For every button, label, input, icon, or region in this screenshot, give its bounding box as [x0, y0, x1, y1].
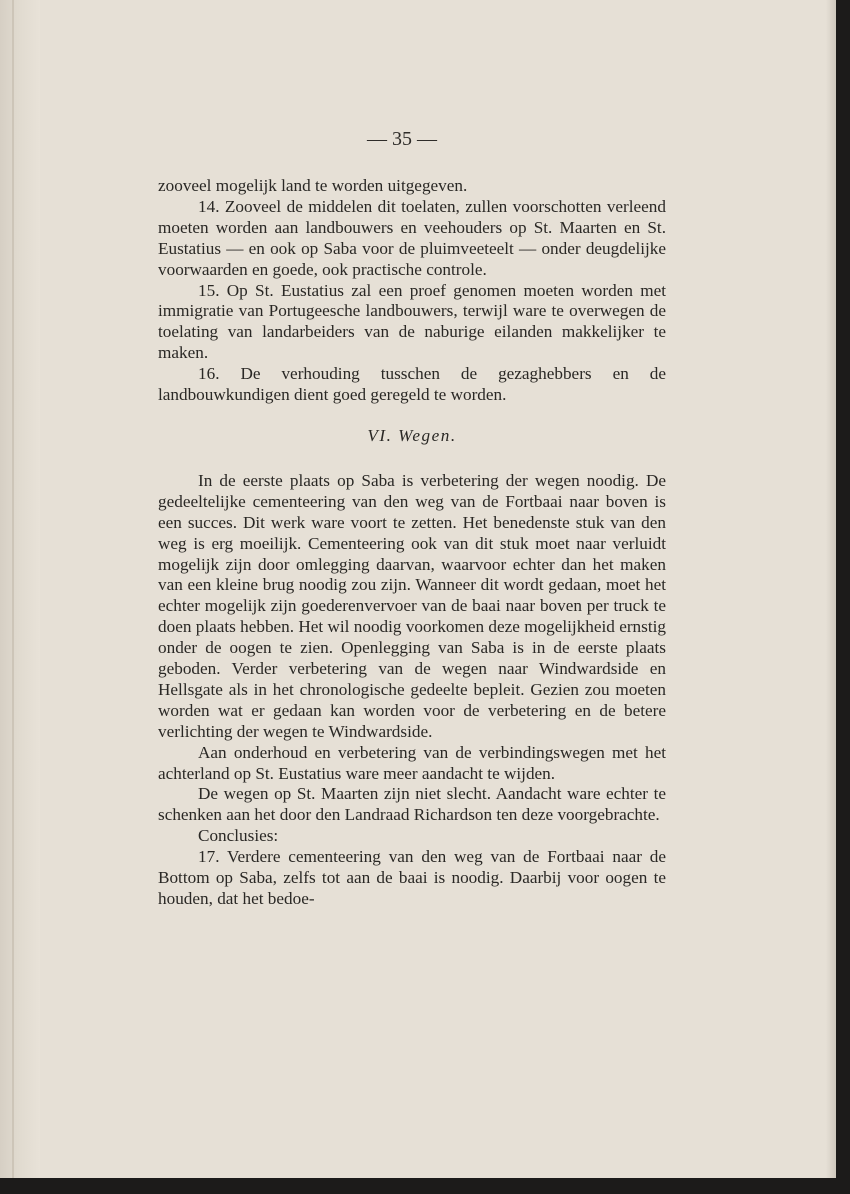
- paragraph-roads-maarten: De wegen op St. Maarten zijn niet slecht. Aandacht ware echter te schenken aan het door den Landraad Richardson ten deze voorgebrachte.: [158, 784, 666, 825]
- paragraph-roads-eustatius: Aan onderhoud en verbetering van de verbindingswegen met het achterland op St. Eustatius ware meer aandacht te wijden.: [158, 742, 666, 783]
- page-spine: [0, 0, 40, 1178]
- page-edge-shadow: [826, 0, 836, 1178]
- paragraph-14: 14. Zooveel de middelen dit toelaten, zullen voorschotten verleend moeten worden aan landbouwers en veehouders op St. Maarten en St. Eustatius — en ook op Saba voor de pluimveeteelt — onder deugdelijke voorwaarden en goede, ook practische controle.: [158, 196, 666, 279]
- paragraph-continuation: zooveel mogelijk land te worden uitgegeven.: [158, 176, 468, 195]
- paragraph-17: 17. Verdere cementeering van den weg van de Fortbaai naar de Bottom op Saba, zelfs tot aan de baai is noodig. Daarbij voor oogen te houden, dat het bedoe-: [158, 847, 666, 908]
- body-text: [158, 176, 666, 910]
- paragraph-15: 15. Op St. Eustatius zal een proef genomen moeten worden met immigratie van Portugeesche landbouwers, terwijl ware te overwegen de toelating van landarbeiders van de naburige eilanden makkelijker te maken.: [158, 280, 666, 363]
- spine-fold-line: [12, 0, 14, 1178]
- conclusions-label: Conclusies:: [198, 826, 279, 846]
- paragraph-roads-saba: In de eerste plaats op Saba is verbetering der wegen noodig. De gedeeltelijke cementeering van den weg van de Fortbaai naar boven is een succes. Dit werk ware voort te zetten. Het benedenste stuk van den weg is erg moeilijk. Cementeering ook van dit stuk moet naar verluidt mogelijk zijn door omlegging daarvan, waarvoor echter dan het maken van een kleine brug noodig zou zijn. Wanneer dit wordt gedaan, moet het echter mogelijk zijn goederenvervoer van de baai naar boven per truck te doen plaats hebben. Het wil noodig voorkomen deze mogelijkheid ernstig onder de oogen te zien. Openlegging van Saba is in de eerste plaats geboden. Verder verbetering van de wegen naar Windwardside en Hellsgate als in het chronologische gedeelte bepleit. Gezien zou moeten worden wat er gedaan kan worden voor de verbetering en de betere verlichting der wegen te Windwardside.: [158, 470, 666, 741]
- paragraph-16: 16. De verhouding tusschen de gezaghebbers en de landbouwkundigen dient goed geregeld te worden.: [158, 364, 666, 405]
- page-number: — 35 —: [367, 128, 437, 150]
- section-heading: VI. Wegen.: [367, 425, 457, 445]
